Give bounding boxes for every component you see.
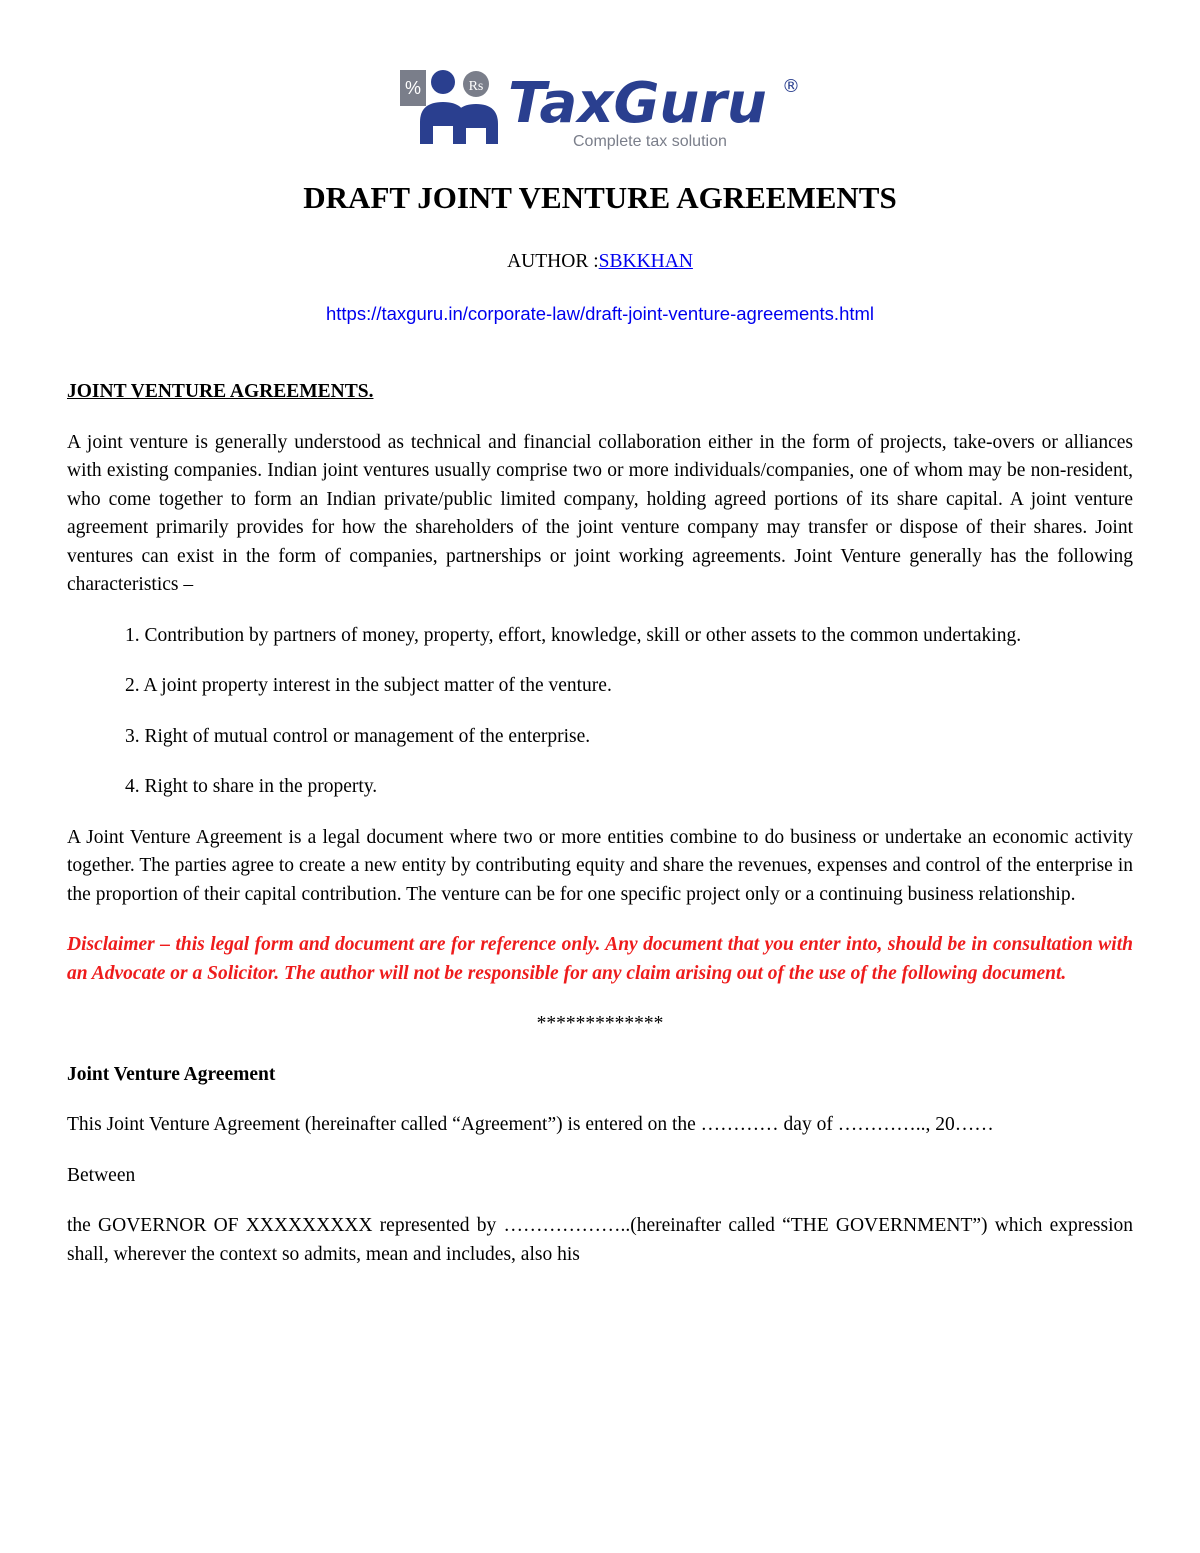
percent-symbol: % <box>404 78 422 98</box>
characteristics-list <box>125 622 1133 802</box>
party-one-paragraph: the GOVERNOR OF XXXXXXXXX represented by ………………..(hereinafter called “THE GOVERNMENT”) which expression shall, wherever the context so admits, mean and includes, also his <box>67 1215 1133 1265</box>
author-link[interactable]: SBKKHAN <box>598 251 693 272</box>
definition-paragraph: A Joint Venture Agreement is a legal document where two or more entities combine to do business or undertake an economic activity together. The parties agree to create a new entity by contributing equity and share the revenues, expenses and control of the enterprise in the proportion of their capital contribution. The venture can be for one specific project only or a continuing business relationship. <box>67 826 1133 905</box>
document-title: DRAFT JOINT VENTURE AGREEMENTS <box>303 180 897 215</box>
author-label: AUTHOR : <box>507 251 599 272</box>
agreement-intro: This Joint Venture Agreement (hereinafter called “Agreement”) is entered on the ………… day of ………….., 20…… <box>67 1114 994 1135</box>
brand-name: TaxGuru <box>508 71 767 136</box>
agreement-heading: Joint Venture Agreement <box>67 1063 276 1085</box>
separator: ************* <box>536 1013 664 1034</box>
taxguru-logo <box>398 66 808 152</box>
document-body <box>67 378 1133 1291</box>
author-line <box>0 251 1200 273</box>
between-label: Between <box>67 1164 136 1186</box>
section-heading: JOINT VENTURE AGREEMENTS. <box>67 381 374 402</box>
intro-paragraph: A joint venture is generally understood as technical and financial collaboration either in the form of projects, take-overs or alliances with existing companies. Indian joint ventures usually comprise two or more individuals/companies, one of whom may be non-resident, who come together to form an Indian private/public limited company, holding agreed portions of its share capital. A joint venture agreement primarily provides for how the shareholders of the joint venture company may transfer or dispose of their shares. Joint ventures can exist in the form of companies, partnerships or joint working agreements. Joint Venture generally has the following characteristics – <box>67 431 1133 595</box>
list-item: 4. Right to share in the property. <box>125 776 378 797</box>
taxguru-people-icon <box>400 70 498 144</box>
disclaimer: Disclaimer – this legal form and document are for reference only. Any document that you enter into, should be in consultation with an Advocate or a Solicitor. The author will not be responsible for any claim arising out of the use of the following document. <box>67 934 1133 984</box>
list-item: 1. Contribution by partners of money, property, effort, knowledge, skill or other assets to the common undertaking. <box>125 624 1022 646</box>
source-url-link[interactable]: https://taxguru.in/corporate-law/draft-joint-venture-agreements.html <box>325 303 875 324</box>
registered-mark: ® <box>782 76 800 97</box>
list-item: 2. A joint property interest in the subject matter of the venture. <box>125 675 612 696</box>
brand-tagline: Complete tax solution <box>573 133 727 150</box>
list-item: 3. Right of mutual control or management of the enterprise. <box>125 725 591 747</box>
currency-symbol: Rs <box>468 79 484 94</box>
